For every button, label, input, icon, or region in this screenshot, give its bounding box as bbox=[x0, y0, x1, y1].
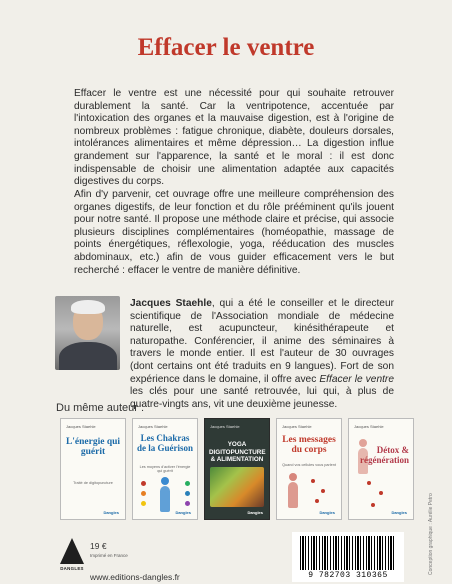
body-point-icon bbox=[367, 481, 371, 485]
description-paragraph-1: Effacer le ventre est une nécessité pour qui souhaite retrouver durablement la santé. Car la ventripotence, accentuée par l'intoxication des organes et la mauvaise digestion, est à l'origine de nombreux problèmes : fatigue chronique, diabète, douleurs dorsales, intolérances alimentaires et même dépression… La digestion influe grandement sur l'apparence, la santé et le moral : il est donc indispensable de choisir une alimentation adaptée aux capacités digestives du corps. bbox=[74, 88, 394, 188]
publisher-website: www.editions-dangles.fr bbox=[90, 572, 180, 582]
author-bio-text-1: , qui a été le conseiller et le directeur scientifique de l'Association mondiale de médecine naturelle, est acupuncteur, kinésithérapeute et naturopathe. Conférencier, il anime des séminaires à travers le monde entier. Il est l'auteur de 30 ouvrages (dont certains ont été traduits en 9 langues). Fort de son expérience dans le domaine, il offre avec bbox=[130, 298, 395, 385]
printed-in: Imprimé en France bbox=[90, 553, 128, 558]
chakra-dot-icon bbox=[141, 501, 146, 506]
body-point-icon bbox=[315, 499, 319, 503]
book-title: Effacer le ventre bbox=[137, 34, 315, 61]
book-cover-title: Détox & régénération bbox=[360, 445, 409, 465]
book-cover-yoga bbox=[204, 418, 270, 520]
publisher-logo-text: DANGLES bbox=[60, 566, 84, 571]
publisher-mini-logo: Dangles bbox=[247, 510, 263, 515]
price: 19 € bbox=[90, 541, 107, 551]
book-cover-detox bbox=[348, 418, 414, 520]
food-photo-image bbox=[210, 467, 264, 507]
book-author: Jacques Staehle bbox=[210, 424, 240, 429]
body-figure-icon bbox=[285, 473, 301, 509]
publisher-mini-logo: Dangles bbox=[103, 510, 119, 515]
author-bio-book-title: Effacer le ventre bbox=[319, 373, 394, 385]
publisher-logo-icon bbox=[60, 538, 84, 564]
book-cover-title: Les messages du corps bbox=[282, 435, 336, 455]
chakra-dot-icon bbox=[185, 481, 190, 486]
book-cover-subtitle: Quand vos cellules vous parlent bbox=[282, 463, 336, 467]
description-paragraph-2: Afin d'y parvenir, cet ouvrage offre une meilleure compréhension des organes digestifs, de leur fonction et du rôle prééminent qu'ils jouent pour notre santé. Il propose une méthode claire et précise, qui associe plusieurs disciplines complémentaires (homéopathie, massage de points énergétiques, réflexologie, yoga, rééducation des muscles abdominaux, etc.) afin de vous guider efficacement vers le but recherché : effacer le ventre de manière définitive. bbox=[74, 189, 394, 276]
body-point-icon bbox=[311, 479, 315, 483]
publisher-mini-logo: Dangles bbox=[175, 510, 191, 515]
same-author-heading: Du même auteur : bbox=[56, 402, 145, 414]
book-author: Jacques Staehle bbox=[354, 424, 384, 429]
chakra-dot-icon bbox=[141, 491, 146, 496]
publisher-mini-logo: Dangles bbox=[391, 510, 407, 515]
book-cover-subtitle: Traité de digitopuncture bbox=[73, 481, 113, 485]
body-point-icon bbox=[379, 491, 383, 495]
isbn-barcode bbox=[292, 532, 404, 582]
author-bio bbox=[130, 298, 394, 411]
chakra-dot-icon bbox=[185, 491, 190, 496]
book-cover-title: YOGA DIGITOPUNCTURE & ALIMENTATION bbox=[209, 441, 266, 463]
chakra-dot-icon bbox=[141, 481, 146, 486]
chakra-dot-icon bbox=[185, 501, 190, 506]
book-cover-title: Les Chakras de la Guérison bbox=[137, 433, 194, 453]
author-photo bbox=[55, 296, 120, 370]
book-cover-subtitle: Les moyens d'activer l'énergie qui guérit bbox=[139, 465, 191, 473]
book-cover-energie bbox=[60, 418, 126, 520]
design-credit: Conception graphique : Aurélie Petro bbox=[428, 493, 434, 575]
author-name: Jacques Staehle bbox=[130, 298, 212, 309]
author-shoulders bbox=[59, 342, 117, 370]
publisher-mini-logo: Dangles bbox=[319, 510, 335, 515]
book-author: Jacques Staehle bbox=[66, 424, 96, 429]
body-figure-icon bbox=[355, 439, 371, 475]
book-author: Jacques Staehle bbox=[282, 424, 312, 429]
author-bio-text-2: les clés pour une santé retrouvée, lui qui, à plus de quatre-vingts ans, vit une deuxième jeunesse. bbox=[130, 386, 394, 410]
body-point-icon bbox=[321, 489, 325, 493]
book-cover-messages bbox=[276, 418, 342, 520]
barcode-bars bbox=[300, 536, 396, 570]
book-cover-title: L'énergie qui guérit bbox=[65, 437, 121, 457]
chakra-figure-icon bbox=[157, 477, 173, 513]
body-point-icon bbox=[371, 503, 375, 507]
barcode-digits: 9 782703 310365 bbox=[308, 571, 388, 580]
publisher-logo bbox=[60, 538, 84, 576]
author-hair bbox=[71, 300, 105, 314]
book-cover-chakras bbox=[132, 418, 198, 520]
book-author: Jacques Staehle bbox=[138, 424, 168, 429]
other-books-list bbox=[60, 418, 412, 520]
